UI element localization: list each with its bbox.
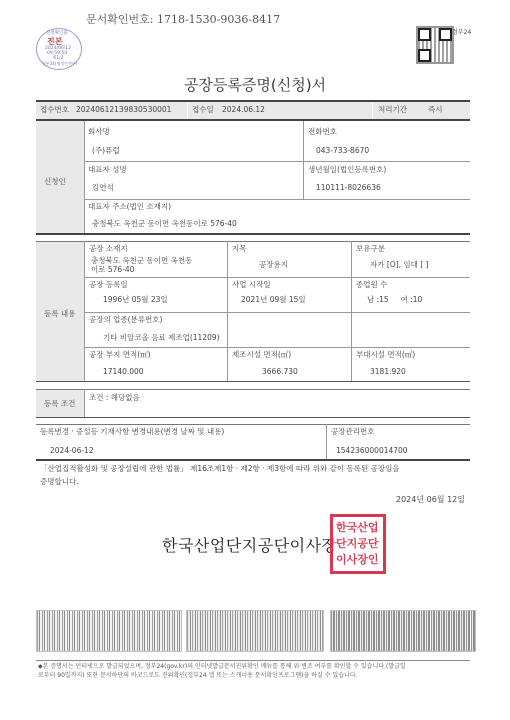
manufacturing-area-label: 제조시설 면적(㎡) [232,350,292,359]
footer-line2: 로부터 90일까지) 또한 문서하단의 바코드로도 진위확인(정부24 앱 또는 스캐너용 문서확인프로그램)을 하실 수 있습니다. [38,672,358,679]
auxiliary-area-label: 부대시설 면적(㎡) [356,350,416,359]
auxiliary-area: 3181.920 [370,367,406,376]
management-number-label: 공장관리번호 [331,427,375,436]
land-category-label: 지목 [232,244,247,253]
conditions-section-label: 등록 조건 [44,399,76,408]
processing-period: 즉시 [428,105,443,114]
qr-label: 정부24 [452,29,472,36]
industry-label: 공장의 업종(분류번호) [89,315,163,324]
birth-label: 생년월일(법인등록번호) [308,165,387,174]
statement-line2: 증명합니다. [40,477,79,486]
site-area-label: 공장 부지 면적(㎡) [89,350,151,359]
page-title: 공장등록증명(신청)서 [183,76,327,94]
ownership-label: 보유구분 [356,244,385,253]
barcode [186,610,324,652]
employees-count: 남 :15 여 :10 [367,295,423,304]
receipt-date: 2024.06.12 [222,105,265,114]
land-category: 공장용지 [259,260,288,269]
issuer-name: 한국산업단지공단이사장 [162,536,338,555]
factory-location-label: 공장 소재지 [89,244,128,253]
applicant-section-label: 신청인 [44,177,66,186]
registration-date: 1996년 05월 23일 [103,295,168,304]
representative-label: 대표자 성명 [88,165,127,174]
manufacturing-area: 3666.730 [262,367,298,376]
business-start-date: 2021년 09월 15일 [241,295,306,304]
receipt-date-label: 접수일 [192,105,214,114]
employees-label: 종업원 수 [356,280,388,289]
birth-number: 110111-8026636 [316,183,381,192]
qr-finder-icon [418,28,431,41]
company-name: (주)퓨럽 [92,146,120,155]
phone-label: 전화번호 [308,127,337,136]
barcode [36,610,182,652]
company-label: 회사명 [88,127,110,136]
address: 충청북도 옥천군 동이면 옥천동이로 576-40 [92,219,237,228]
qr-finder-icon [418,49,431,62]
representative-name: 김연석 [92,183,114,192]
official-seal: 한국산업 단지공단 이사장인 [330,514,386,574]
registration-date-label: 공장 등록일 [89,280,128,289]
issue-date: 2024년 06월 12일 [396,495,465,504]
industry: 기타 비알코올 음료 제조업(11209) [103,333,220,342]
qr-finder-icon [439,28,452,41]
receipt-number: 20240612139830530001 [76,105,172,114]
barcode [330,610,476,652]
factory-location: 충청북도 옥천군 동이면 옥천동 [91,256,193,265]
changes-label: 등록변경 · 증설등 기재사항 변경내용(변경 날짜 및 내용) [40,427,225,436]
receipt-number-label: 접수번호 [40,105,69,114]
verification-stamp: 신청확인용 진본 2024/06/12 09:59:50 제1/2 정부24(행정안전부) [36,28,82,70]
conditions-value: 조건 : 해당없음 [89,393,140,402]
factory-location-line2: 이로 576-40 [91,265,135,274]
business-start-label: 사업 시작일 [232,280,271,289]
address-label: 대표자 주소(법인 소재지) [88,202,172,211]
ownership: 자가 [O], 임대 [ ] [370,260,429,269]
changes-value: 2024-06-12 [50,446,94,455]
site-area: 17140.000 [103,367,144,376]
processing-period-label: 처리기간 [378,105,407,114]
footer-line1: ◆본 증명서는 인터넷으로 발급되었으며, 정부24(gov.kr)의 인터넷발급문서진위확인 메뉴를 통해 위·변조 여부를 확인할 수 있습니다.(발급일 [38,663,406,670]
registration-section-label: 등록 내용 [44,309,76,318]
phone-number: 043-733-8670 [316,146,370,155]
document-number: 문서확인번호: 1718-1530-9036-8417 [86,13,281,26]
statement-line1: 「산업집적활성화 및 공장설립에 관한 법률」 제16조제1항 · 제2항 · 제3항에 따라 위와 같이 등록된 공장임을 [40,464,400,473]
management-number: 154236000014700 [336,446,408,455]
